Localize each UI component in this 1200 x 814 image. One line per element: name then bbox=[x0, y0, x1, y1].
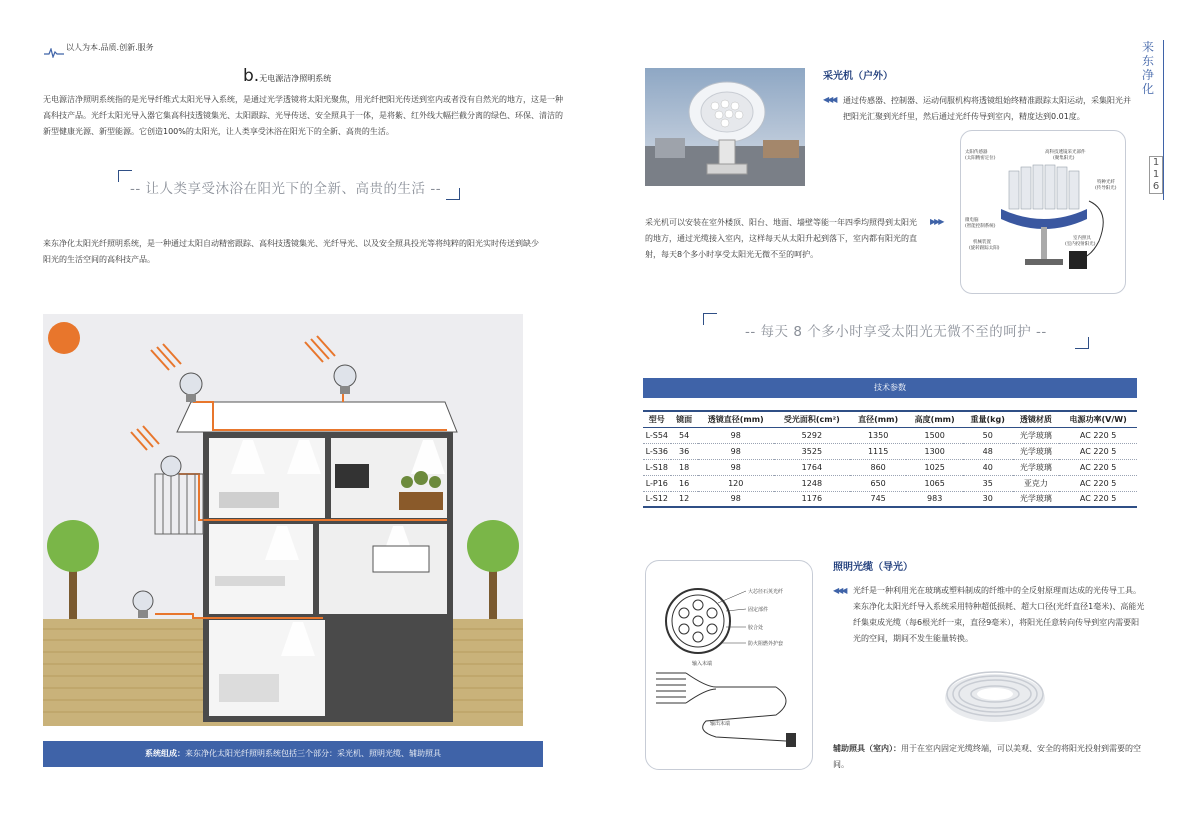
aux-lighting-text bbox=[833, 741, 1153, 773]
svg-text:(聚集阳光): (聚集阳光) bbox=[1053, 156, 1075, 161]
banner-text: 来东净化太阳光纤照明系统包括三个部分：采光机、照明光缆、辅助照具 bbox=[185, 749, 441, 758]
cell: 983 bbox=[906, 491, 963, 507]
cell: L-P16 bbox=[643, 475, 671, 491]
slogan-right: -- 每天 8 个多小时享受太阳光无微不至的呵护 -- bbox=[745, 324, 1047, 340]
cable-label-input: 输入末端 bbox=[692, 661, 713, 667]
cell: 860 bbox=[850, 459, 907, 475]
tech-header-row bbox=[643, 411, 1137, 427]
system-composition-banner bbox=[43, 741, 543, 767]
tech-title: 技术参数 bbox=[874, 383, 906, 392]
collector-diagram bbox=[960, 130, 1126, 294]
cell: L-S12 bbox=[643, 491, 671, 507]
svg-text:(太阳精密定位): (太阳精密定位) bbox=[965, 156, 996, 161]
cell: AC 220 5 bbox=[1059, 475, 1137, 491]
section-b-heading bbox=[243, 66, 331, 86]
sun-icon bbox=[48, 322, 80, 354]
diagram-label-lens: 高科技透镜采光部件 bbox=[1045, 150, 1086, 155]
collector-desc: 通过传感器、控制器、运动伺服机构将透镜组始终精准跟踪太阳运动，采集阳光并把阳光汇聚到光纤里，然后通过光纤传导到室内，精度达到0.01度。 bbox=[843, 96, 1131, 121]
cell: AC 220 5 bbox=[1059, 459, 1137, 475]
cell: L-S54 bbox=[643, 427, 671, 443]
cell: 48 bbox=[963, 443, 1013, 459]
cell: 54 bbox=[671, 427, 698, 443]
cell: 40 bbox=[963, 459, 1013, 475]
cell: 98 bbox=[698, 427, 774, 443]
chevron-right-icon: ▶▶▶ bbox=[930, 217, 943, 226]
cell: 98 bbox=[698, 443, 774, 459]
cable-label-sheath: 防火阻燃外护套 bbox=[748, 641, 784, 647]
diagram-label-sensor: 太阳传感器 bbox=[965, 150, 988, 155]
collector-title: 采光机（户外） bbox=[823, 71, 893, 82]
svg-text:(传导阳光): (传导阳光) bbox=[1095, 186, 1117, 191]
slogan2-bracket-tl bbox=[703, 313, 717, 325]
cell: AC 220 5 bbox=[1059, 427, 1137, 443]
svg-text:(旋转跟踪太阳): (旋转跟踪太阳) bbox=[969, 246, 1000, 251]
cable-chevron-icon: ◀◀◀ bbox=[833, 586, 846, 595]
cell: 18 bbox=[671, 459, 698, 475]
aux-desc: 用于在室内固定光缆终端，可以美观、安全的将阳光投射到需要的空间。 bbox=[833, 744, 1141, 769]
th-lens-diameter: 透镜直径(mm) bbox=[698, 411, 774, 427]
cell: 5292 bbox=[774, 427, 850, 443]
pulse-logo-icon bbox=[44, 48, 64, 58]
cell: AC 220 5 bbox=[1059, 491, 1137, 507]
diagram-label-lamp: 室内照具 bbox=[1073, 236, 1091, 241]
cell: 98 bbox=[698, 491, 774, 507]
tech-title-bar bbox=[643, 378, 1137, 398]
cell: 16 bbox=[671, 475, 698, 491]
table-row bbox=[643, 427, 1137, 443]
section-title: 无电源洁净照明系统 bbox=[259, 74, 332, 83]
cell: 1065 bbox=[906, 475, 963, 491]
cell: 30 bbox=[963, 491, 1013, 507]
cell: 1025 bbox=[906, 459, 963, 475]
table-row bbox=[643, 459, 1137, 475]
cell: 光学玻璃 bbox=[1013, 427, 1060, 443]
cell: 1248 bbox=[774, 475, 850, 491]
aux-label: 辅助照具（室内）： bbox=[833, 744, 901, 753]
cell: 亚克力 bbox=[1013, 475, 1060, 491]
cable-label-core: 大芯径石英光纤 bbox=[748, 589, 784, 595]
tech-table-wrap bbox=[643, 410, 1137, 508]
section-b-desc: 来东净化太阳光纤照明系统，是一种通过太阳自动精密跟踪、高科技透镜集光、光纤导光、以及安全照具投光等将纯粹的阳光实时传送到缺少阳光的生活空间的高科技产品。 bbox=[43, 239, 539, 264]
cell: 745 bbox=[850, 491, 907, 507]
slogan2-bracket-br bbox=[1075, 337, 1089, 349]
side-tab bbox=[1140, 40, 1168, 200]
slogan-left: -- 让人类享受沐浴在阳光下的全新、高贵的生活 -- bbox=[130, 181, 442, 197]
th-mirror: 镜面 bbox=[671, 411, 698, 427]
table-row bbox=[643, 475, 1137, 491]
svg-text:(室内投射阳光): (室内投射阳光) bbox=[1065, 242, 1096, 247]
diagram-label-cpu: 微电脑 bbox=[965, 218, 979, 223]
chevron-left-icon: ◀◀◀ bbox=[823, 95, 836, 104]
banner-label: 系统组成： bbox=[145, 749, 185, 758]
section-letter: b. bbox=[243, 66, 260, 86]
header-logo bbox=[44, 43, 64, 53]
cell: L-S18 bbox=[643, 459, 671, 475]
cell: 35 bbox=[963, 475, 1013, 491]
cable-label-spacer: 胶合处 bbox=[748, 625, 764, 631]
collector-photo bbox=[645, 68, 805, 186]
th-model: 型号 bbox=[643, 411, 671, 427]
cell: 1115 bbox=[850, 443, 907, 459]
cell: 36 bbox=[671, 443, 698, 459]
cell: 1176 bbox=[774, 491, 850, 507]
svg-text:(智能控制系统): (智能控制系统) bbox=[965, 224, 996, 229]
section-b-intro: 无电源洁净照明系统指的是光导纤维式太阳光导入系统，是通过光学透镜将太阳光聚焦，用光纤把阳光传送到室内或者没有自然光的地方，这是一种高科技产品。光纤太阳光导入器它集高科技透镜集光、太阳跟踪、光导传送、安全照具于一体，是将紫、红外线大幅拦截分离的绿色、环保、清洁的新型健康光源、新型能源。它创造100%的太阳光，让人类享受沐浴在阳光下的全新、高贵的生活。 bbox=[43, 95, 563, 136]
side-rule bbox=[1163, 40, 1164, 200]
th-diameter: 直径(mm) bbox=[850, 411, 907, 427]
house-illustration bbox=[43, 314, 523, 726]
cable-label-output: 输出末端 bbox=[710, 721, 731, 727]
cable-label-bracket: 固定部件 bbox=[748, 607, 769, 613]
cable-desc: 光纤是一种利用光在玻璃或塑料制成的纤维中的全反射原理而达成的光传导工具。来东净化太阳光纤导入系统采用特种超低损耗、超大口径(光纤直径1毫米)、高能光纤集束成光缆（每6根光纤一束，直径9毫米），将阳光任意转向传导到室内需要阳光的空间，期间不发生能量转换。 bbox=[853, 586, 1145, 643]
cell: 1300 bbox=[906, 443, 963, 459]
header-motto: 以人为本.品质.创新.服务 bbox=[66, 43, 154, 52]
page-number: 116 bbox=[1149, 156, 1163, 194]
cell: 3525 bbox=[774, 443, 850, 459]
cell: 1500 bbox=[906, 427, 963, 443]
cell: 1350 bbox=[850, 427, 907, 443]
cell: 1764 bbox=[774, 459, 850, 475]
cell: 98 bbox=[698, 459, 774, 475]
cell: L-S36 bbox=[643, 443, 671, 459]
collector-install-text: 采光机可以安装在室外楼顶、阳台、地面、墙壁等能一年四季均照得到太阳光的地方，通过光缆接入室内，这样每天从太阳升起到落下，室内都有阳光的直射，每天8个多小时享受太阳光无微不至的呵护。 bbox=[645, 218, 917, 259]
tech-table bbox=[643, 410, 1137, 508]
cable-diagram bbox=[645, 560, 813, 770]
cell: 光学玻璃 bbox=[1013, 443, 1060, 459]
diagram-label-mech: 机械装置 bbox=[973, 240, 991, 245]
cell: 120 bbox=[698, 475, 774, 491]
th-material: 透镜材质 bbox=[1013, 411, 1060, 427]
cell: AC 220 5 bbox=[1059, 443, 1137, 459]
cable-title: 照明光缆（导光） bbox=[833, 562, 913, 573]
table-row bbox=[643, 443, 1137, 459]
cell: 12 bbox=[671, 491, 698, 507]
diagram-label-fiber: 特种光纤 bbox=[1097, 180, 1115, 185]
th-height: 高度(mm) bbox=[906, 411, 963, 427]
cell: 光学玻璃 bbox=[1013, 491, 1060, 507]
cell: 50 bbox=[963, 427, 1013, 443]
cell: 650 bbox=[850, 475, 907, 491]
cable-coil-image bbox=[940, 660, 1050, 726]
table-row bbox=[643, 491, 1137, 507]
th-area: 受光面积(cm²) bbox=[774, 411, 850, 427]
cell: 光学玻璃 bbox=[1013, 459, 1060, 475]
slogan-bracket-br bbox=[446, 188, 460, 200]
th-weight: 重量(kg) bbox=[963, 411, 1013, 427]
th-power: 电源功率(V/W) bbox=[1059, 411, 1137, 427]
side-brand: 来东净化 bbox=[1142, 40, 1155, 96]
